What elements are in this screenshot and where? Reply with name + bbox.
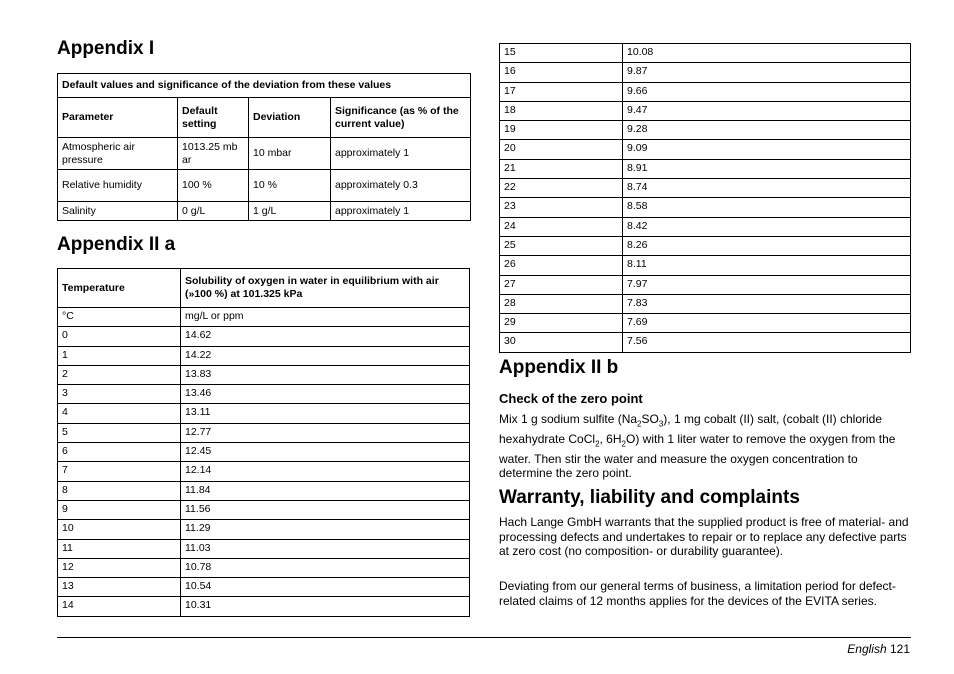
appendix-1-table [57, 73, 471, 221]
table-row [500, 294, 911, 313]
table-cell: 30 [500, 333, 623, 352]
table-row [58, 481, 470, 500]
table-row [58, 500, 470, 519]
table-cell: 19 [500, 121, 623, 140]
footer-page-number: 121 [889, 642, 910, 656]
table-cell: 13.83 [181, 365, 470, 384]
table-row [58, 308, 470, 327]
appendix-2b-title: Appendix II b [499, 357, 619, 378]
table-cell: 10 mbar [249, 138, 331, 170]
appendix-2a-header-cell: Temperature [58, 269, 181, 308]
table-cell: 9.66 [623, 82, 911, 101]
table-cell: 15 [500, 44, 623, 63]
table-cell: 9.09 [623, 140, 911, 159]
table-row [58, 170, 471, 202]
table-cell: 23 [500, 198, 623, 217]
table-row [500, 121, 911, 140]
table-cell: 1 g/L [249, 202, 331, 221]
table-cell: 3 [58, 385, 181, 404]
table-row [500, 101, 911, 120]
page-footer [847, 642, 910, 656]
table-row [500, 198, 911, 217]
table-row [500, 44, 911, 63]
appendix-1-header-cell: Deviation [249, 98, 331, 138]
table-row [58, 346, 470, 365]
table-cell: 22 [500, 179, 623, 198]
table-cell: 10 % [249, 170, 331, 202]
table-cell: 10.54 [181, 578, 470, 597]
table-cell: 10.78 [181, 558, 470, 577]
table-cell: 6 [58, 443, 181, 462]
appendix-1-header-cell: Default setting [178, 98, 249, 138]
table-cell: 10.08 [623, 44, 911, 63]
table-cell: 7 [58, 462, 181, 481]
table-cell: 17 [500, 82, 623, 101]
table-cell: 4 [58, 404, 181, 423]
table-cell: 18 [500, 101, 623, 120]
table-cell: 13.46 [181, 385, 470, 404]
table-cell: 25 [500, 236, 623, 255]
unit-cell: mg/L or ppm [181, 308, 470, 327]
warranty-paragraph-1: Hach Lange GmbH warrants that the supplied product is free of material- and processing defects and undertakes to repair or to replace any defective parts at zero cost (no composition- or durability guarantee). [499, 515, 909, 558]
table-row [500, 140, 911, 159]
table-cell: 10 [58, 520, 181, 539]
footer-language: English [847, 642, 887, 656]
table-cell: 24 [500, 217, 623, 236]
footer-rule [57, 637, 911, 638]
table-cell: 8 [58, 481, 181, 500]
table-cell: 11.29 [181, 520, 470, 539]
table-row [500, 275, 911, 294]
appendix-2a-header-cell: Solubility of oxygen in water in equilibrium with air (»100 %) at 101.325 kPa [181, 269, 470, 308]
table-cell: 12.77 [181, 423, 470, 442]
table-cell: 11 [58, 539, 181, 558]
table-cell: 14.62 [181, 327, 470, 346]
table-cell: 2 [58, 365, 181, 384]
table-cell: 12.14 [181, 462, 470, 481]
table-row [500, 333, 911, 352]
table-cell: 20 [500, 140, 623, 159]
table-cell: 10.31 [181, 597, 470, 616]
table-cell: 12 [58, 558, 181, 577]
zero-point-text: Mix 1 g sodium sulfite $(Na_2SO_3)$, 1 mg cobalt (II) salt, (cobalt (II) chloride hexahydrate CoCl$_2$, $6H_2O$) with 1 liter water to remove the oxygen from the water. Then stir the water and measure the oxygen concentration to determine the zero point. [499, 412, 896, 481]
table-cell: 7.83 [623, 294, 911, 313]
table-row [58, 404, 470, 423]
table-cell: 26 [500, 256, 623, 275]
table-cell: 8.26 [623, 236, 911, 255]
table-cell: 1 [58, 346, 181, 365]
table-cell: Relative humidity [58, 170, 178, 202]
appendix-1-caption: Default values and significance of the deviation from these values [58, 74, 471, 98]
table-row [58, 539, 470, 558]
table-row [58, 558, 470, 577]
table-cell: 8.11 [623, 256, 911, 275]
table-cell: 28 [500, 294, 623, 313]
table-cell: 11.84 [181, 481, 470, 500]
table-cell: 1013.25 mb ar [178, 138, 249, 170]
table-row [500, 82, 911, 101]
table-cell: 9.28 [623, 121, 911, 140]
table-cell: approximately 0.3 [331, 170, 471, 202]
table-cell: Salinity [58, 202, 178, 221]
appendix-1-header-cell: Parameter [58, 98, 178, 138]
table-cell: 8.58 [623, 198, 911, 217]
appendix-2a-title: Appendix II a [57, 234, 176, 255]
table-cell: 7.56 [623, 333, 911, 352]
table-cell: 8.91 [623, 159, 911, 178]
appendix-1-title: Appendix I [57, 38, 155, 59]
table-cell: 8.74 [623, 179, 911, 198]
table-row [58, 385, 470, 404]
table-cell: 14.22 [181, 346, 470, 365]
table-cell: 13.11 [181, 404, 470, 423]
table-cell: 27 [500, 275, 623, 294]
table-cell: approximately 1 [331, 138, 471, 170]
table-row [500, 159, 911, 178]
table-cell: 11.56 [181, 500, 470, 519]
table-cell: Atmospheric air pressure [58, 138, 178, 170]
table-row [500, 314, 911, 333]
table-cell: 0 g/L [178, 202, 249, 221]
table-cell: 29 [500, 314, 623, 333]
table-row [58, 365, 470, 384]
appendix-2a-table [57, 268, 470, 617]
table-cell: 11.03 [181, 539, 470, 558]
table-row [58, 520, 470, 539]
table-row [500, 179, 911, 198]
table-row [58, 462, 470, 481]
zero-point-heading: Check of the zero point [499, 391, 643, 406]
table-row [58, 423, 470, 442]
table-row [58, 578, 470, 597]
table-row [500, 63, 911, 82]
table-cell: 100 % [178, 170, 249, 202]
table-row [58, 443, 470, 462]
table-cell: 7.69 [623, 314, 911, 333]
warranty-paragraph-2: Deviating from our general terms of business, a limitation period for defect-related claims of 12 months applies for the devices of the EVITA series. [499, 579, 896, 608]
table-row [58, 327, 470, 346]
table-cell: 9 [58, 500, 181, 519]
table-row [58, 202, 471, 221]
table-cell: 7.97 [623, 275, 911, 294]
table-cell: 8.42 [623, 217, 911, 236]
table-cell: 0 [58, 327, 181, 346]
warranty-title: Warranty, liability and complaints [499, 487, 800, 508]
table-row [58, 597, 470, 616]
table-cell: 12.45 [181, 443, 470, 462]
table-cell: 9.87 [623, 63, 911, 82]
table-cell: 13 [58, 578, 181, 597]
table-cell: 16 [500, 63, 623, 82]
table-cell: 5 [58, 423, 181, 442]
unit-cell: °C [58, 308, 181, 327]
table-row [500, 217, 911, 236]
table-row [500, 256, 911, 275]
appendix-2a-table-continued [499, 43, 911, 353]
table-cell: 21 [500, 159, 623, 178]
table-cell: 9.47 [623, 101, 911, 120]
table-cell: 14 [58, 597, 181, 616]
appendix-1-header-cell: Significance (as % of the current value) [331, 98, 471, 138]
table-row [500, 236, 911, 255]
table-cell: approximately 1 [331, 202, 471, 221]
table-row [58, 138, 471, 170]
